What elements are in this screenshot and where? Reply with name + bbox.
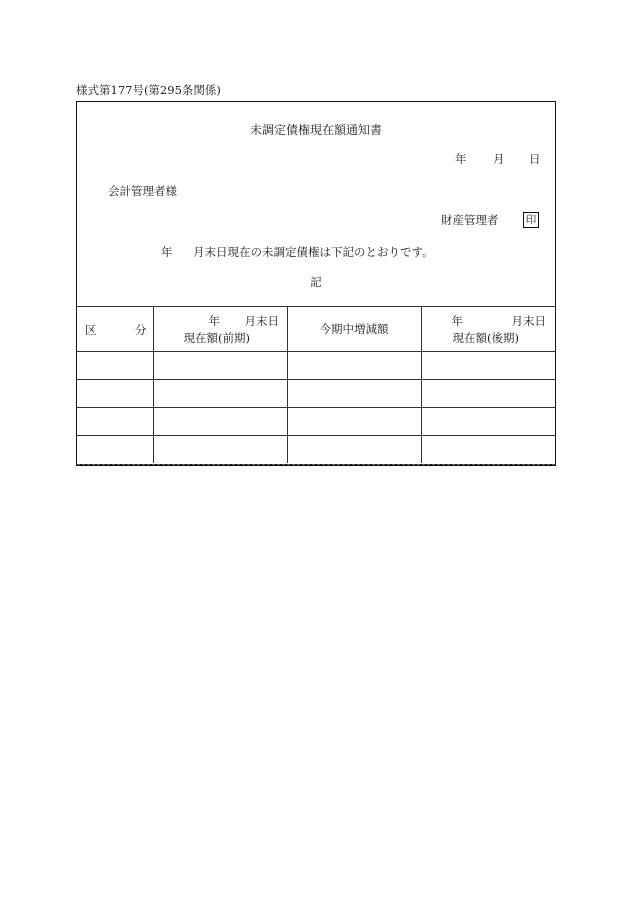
table-cell xyxy=(287,352,421,380)
date-day-label: 日 xyxy=(529,152,541,166)
table-cell xyxy=(77,352,153,380)
header-next-amount xyxy=(421,307,555,352)
ki-label: 記 xyxy=(310,275,322,289)
table-cell xyxy=(421,436,555,464)
table-cell xyxy=(153,380,287,408)
table-cell xyxy=(153,408,287,436)
sender-title: 財産管理者 xyxy=(441,213,499,227)
table-cell xyxy=(77,436,153,464)
header-prev-year: 年 xyxy=(208,314,220,328)
header-prev-label: 現在額(前期) xyxy=(183,331,250,345)
addressee: 会計管理者様 xyxy=(108,184,177,198)
table-cell xyxy=(77,408,153,436)
body-text: 月末日現在の未調定債権は下記のとおりです。 xyxy=(193,245,434,259)
header-prev-amount xyxy=(153,307,287,352)
header-next-month-end: 月末日 xyxy=(511,314,546,328)
date-year-label: 年 xyxy=(455,152,467,166)
header-kubun xyxy=(77,307,153,352)
form-number: 様式第177号(第295条関係) xyxy=(76,83,221,97)
header-change xyxy=(287,307,421,352)
table-cell xyxy=(153,436,287,464)
table-cell xyxy=(421,352,555,380)
date-month-label: 月 xyxy=(493,152,505,166)
table-cell xyxy=(287,436,421,464)
seal-box: 印 xyxy=(523,212,539,228)
header-next-label: 現在額(後期) xyxy=(452,331,519,345)
table-cell xyxy=(153,352,287,380)
table-cell xyxy=(287,408,421,436)
table-header-row xyxy=(77,307,555,352)
amount-table xyxy=(77,306,555,463)
body-year-label: 年 xyxy=(161,245,173,259)
notice-form xyxy=(76,101,556,466)
header-next-year: 年 xyxy=(451,314,463,328)
table-cell xyxy=(421,380,555,408)
header-kubun-left: 区 xyxy=(85,323,97,337)
header-kubun-right: 分 xyxy=(135,323,147,337)
table-row xyxy=(77,436,555,464)
table-cell xyxy=(77,380,153,408)
table-row xyxy=(77,380,555,408)
header-change-label: 今期中増減額 xyxy=(319,322,389,336)
table-cell xyxy=(421,408,555,436)
header-prev-month-end: 月末日 xyxy=(244,314,279,328)
table-row xyxy=(77,408,555,436)
table-row xyxy=(77,352,555,380)
table-cell xyxy=(287,380,421,408)
document-title: 未調定債権現在額通知書 xyxy=(249,123,382,137)
bottom-dashed-rule xyxy=(77,464,555,465)
